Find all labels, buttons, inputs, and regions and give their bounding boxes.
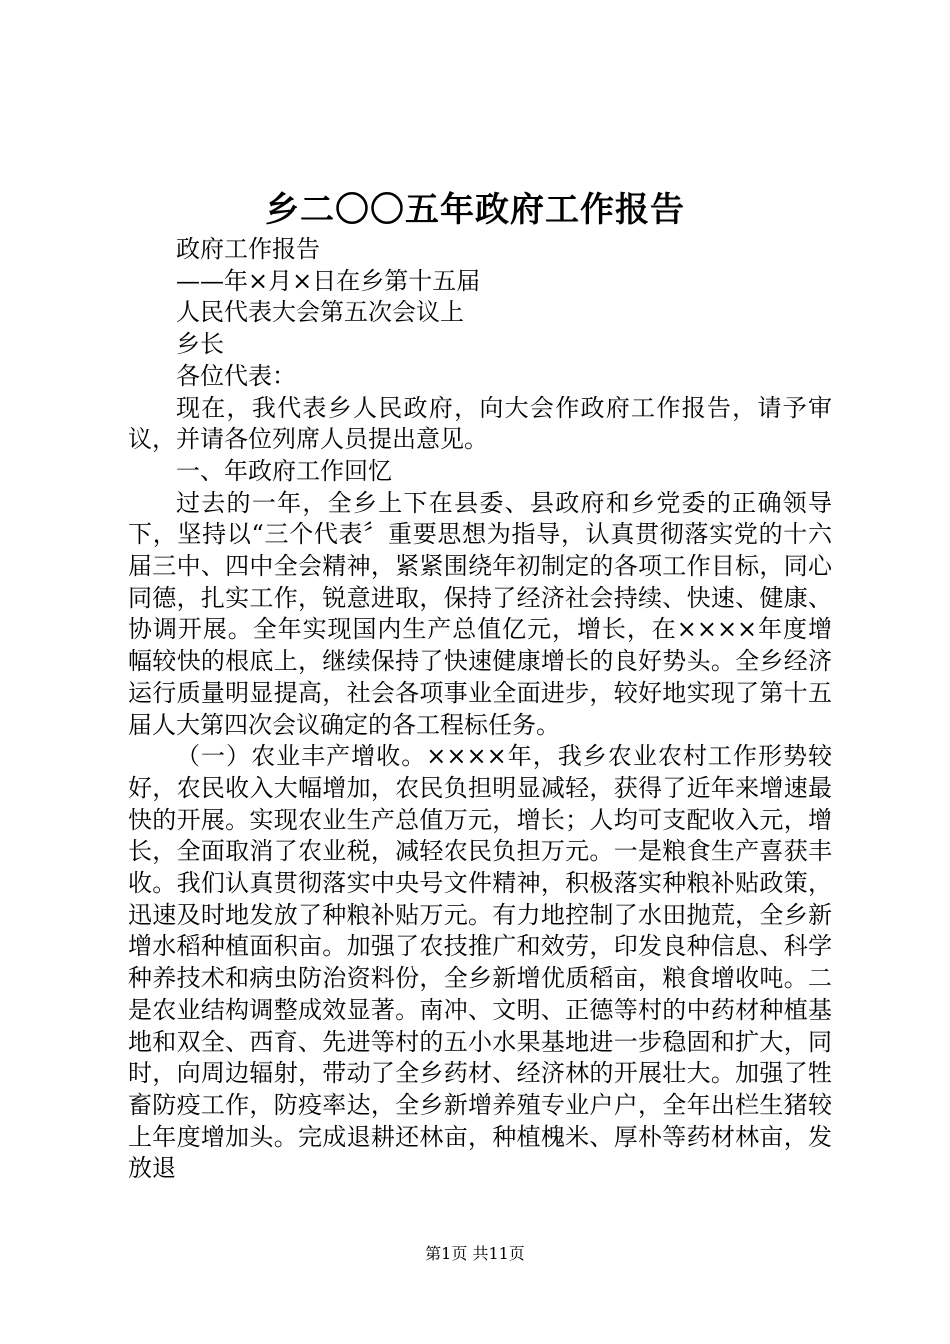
page-footer: 第1页 共11页: [425, 1244, 525, 1263]
review-paragraph: 过去的一年，全乡上下在县委、县政府和乡党委的正确领导下，坚持以“三个代表〞重要思想为指导，认真贯彻落实党的十六届三中、四中全会精神，紧紧围绕年初制定的各项工作目标，同心同德，扎实工作，锐意进取，保持了经济社会持续、快速、健康、协调开展。全年实现国内生产总值亿元，增长，在××××年度增幅较快的根底上，继续保持了快速健康增长的良好势头。全乡经济运行质量明显提高，社会各项事业全面进步，较好地实现了第十五届人大第四次会议确定的各工程标任务。: [128, 488, 832, 739]
salutation: 各位代表：: [176, 361, 296, 390]
meeting-date-line: ——年×月×日在乡第十五届: [176, 266, 481, 295]
meeting-name-line: 人民代表大会第五次会议上: [176, 298, 464, 327]
speaker-line: 乡长: [176, 330, 224, 359]
document-title: 乡二〇〇五年政府工作报告: [265, 190, 685, 230]
section-heading: 一、年政府工作回忆: [176, 456, 392, 485]
document-body: [128, 234, 832, 1185]
agriculture-paragraph: （一）农业丰产增收。××××年，我乡农业农村工作形势较好，农民收入大幅增加，农民负担明显减轻，获得了近年来增速最快的开展。实现农业生产总值万元，增长；人均可支配收入元，增长，全面取消了农业税，减轻农民负担万元。一是粮食生产喜获丰收。我们认真贯彻落实中央号文件精神，积极落实种粮补贴政策，迅速及时地发放了种粮补贴万元。有力地控制了水田抛荒，全乡新增水稻种植面积亩。加强了农技推广和效劳，印发良种信息、科学种养技术和病虫防治资料份，全乡新增优质稻亩，粮食增收吨。二是农业结构调整成效显著。南冲、文明、正德等村的中药材种植基地和双全、西育、先进等村的五小水果基地进一步稳固和扩大，同时，向周边辐射，带动了全乡药材、经济林的开展壮大。加强了牲畜防疫工作，防疫率达，全乡新增养殖专业户户，全年出栏生猪较上年度增加头。完成退耕还林亩，种植槐米、厚朴等药材林亩，发放退: [128, 742, 832, 1183]
intro-paragraph: 现在，我代表乡人民政府，向大会作政府工作报告，请予审议，并请各位列席人员提出意见。: [128, 393, 832, 454]
report-heading: 政府工作报告: [176, 235, 320, 263]
